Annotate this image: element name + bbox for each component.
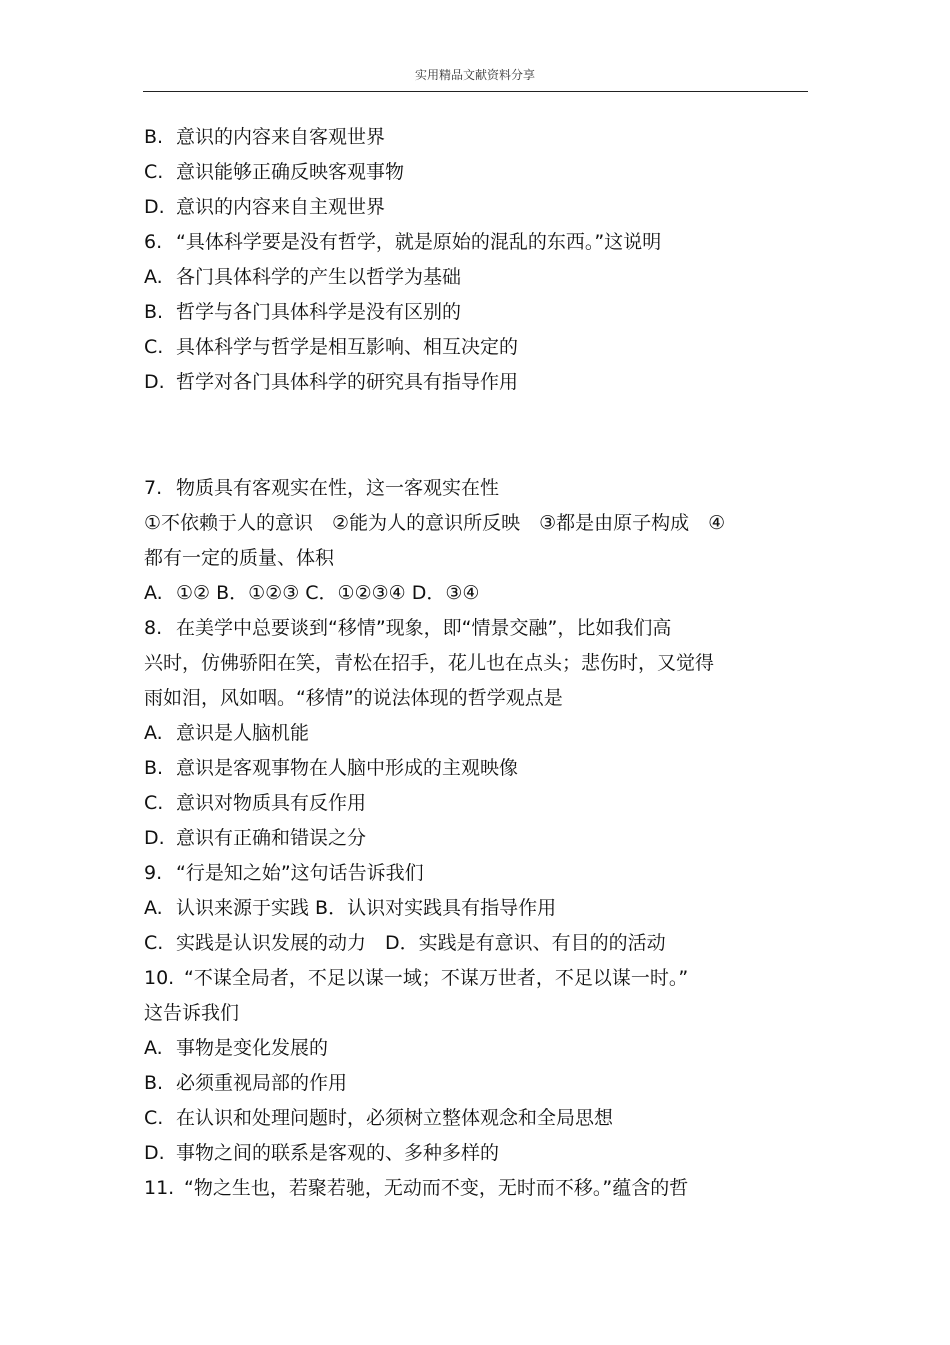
option-line [144,891,556,926]
question-line [144,856,424,891]
question-text: “不谋全局者，不足以谋一域；不谋万世者，不足以谋一时。” [184,967,689,989]
option-label: A. [144,582,163,604]
option-text: 事物之间的联系是客观的、多种多样的 [176,1142,500,1164]
question-number: 9. [144,862,163,884]
question-text: “物之生也，若聚若驰，无动而不变，无时而不移。”蕴含的哲 [184,1177,689,1199]
option-line [144,1101,613,1136]
option-line [144,260,461,295]
page-header: 实用精品文献资料分享 [414,68,535,82]
option-text: 认识来源于实践 B．认识对实践具有指导作用 [176,897,557,919]
option-text: 实践是认识发展的动力 D．实践是有意识、有目的的活动 [176,932,666,954]
option-line [144,751,518,786]
option-label: C. [144,336,164,358]
option-text: 哲学与各门具体科学是没有区别的 [176,301,462,323]
option-label: D. [144,827,165,849]
question-number: 8. [144,617,163,639]
question-number: 6. [144,231,163,253]
question-line [144,681,563,716]
question-text: 雨如泪，风如咽。“移情”的说法体现的哲学观点是 [144,687,563,709]
option-text: 意识对物质具有反作用 [176,792,367,814]
option-text: ①② B．①②③ C．①②③④ D．③④ [176,582,480,604]
question-number: 7. [144,477,163,499]
question-text: “具体科学要是没有哲学，就是原始的混乱的东西。”这说明 [176,231,662,253]
option-label: A. [144,266,163,288]
question-text: ①不依赖于人的意识 ②能为人的意识所反映 ③都是由原子构成 ④ [144,512,726,534]
option-line [144,716,309,751]
option-text: 意识是人脑机能 [176,722,310,744]
option-line [144,1136,499,1171]
question-line [144,506,725,541]
option-text: 在认识和处理问题时，必须树立整体观念和全局思想 [176,1107,614,1129]
question-line [144,996,239,1031]
option-text: 事物是变化发展的 [176,1037,329,1059]
question-text: 兴时，仿佛骄阳在笑，青松在招手，花儿也在点头；悲伤时，又觉得 [144,652,715,674]
option-label: C. [144,792,164,814]
option-label: C. [144,932,164,954]
question-text: “行是知之始”这句话告诉我们 [176,862,424,884]
option-line [144,365,518,400]
question-text: 在美学中总要谈到“移情”现象，即“情景交融”，比如我们高 [176,617,672,639]
option-line [144,1031,328,1066]
option-text: 意识有正确和错误之分 [176,827,367,849]
option-line [144,1066,347,1101]
option-text: 各门具体科学的产生以哲学为基础 [176,266,462,288]
header-divider [143,91,808,92]
option-label: B. [144,126,164,148]
option-text: 具体科学与哲学是相互影响、相互决定的 [176,336,519,358]
question-text: 都有一定的质量、体积 [144,547,335,569]
question-text: 这告诉我们 [144,1002,240,1024]
option-line [144,155,404,190]
option-label: C. [144,161,164,183]
option-text: 必须重视局部的作用 [176,1072,348,1094]
option-label: D. [144,196,165,218]
option-line [144,786,366,821]
option-text: 意识的内容来自主观世界 [176,196,386,218]
option-label: A. [144,897,163,919]
option-line [144,190,385,225]
option-text: 意识的内容来自客观世界 [176,126,386,148]
option-text: 意识是客观事物在人脑中形成的主观映像 [176,757,519,779]
question-text: 物质具有客观实在性，这一客观实在性 [176,477,500,499]
question-line [144,961,688,996]
option-text: 哲学对各门具体科学的研究具有指导作用 [176,371,519,393]
option-line [144,926,666,961]
option-label: D. [144,371,165,393]
option-line [144,576,479,611]
question-line [144,1171,688,1206]
option-label: C. [144,1107,164,1129]
option-label: B. [144,1072,164,1094]
option-label: D. [144,1142,165,1164]
option-label: A. [144,722,163,744]
question-number: 11. [144,1177,175,1199]
question-line [144,646,714,681]
option-label: B. [144,301,164,323]
option-line [144,120,385,155]
question-line [144,611,671,646]
option-text: 意识能够正确反映客观事物 [176,161,405,183]
option-line [144,821,366,856]
option-label: B. [144,757,164,779]
question-number: 10. [144,967,175,989]
question-line [144,541,334,576]
question-line [144,225,661,260]
option-line [144,330,518,365]
option-label: A. [144,1037,163,1059]
option-line [144,295,461,330]
question-line [144,471,499,506]
